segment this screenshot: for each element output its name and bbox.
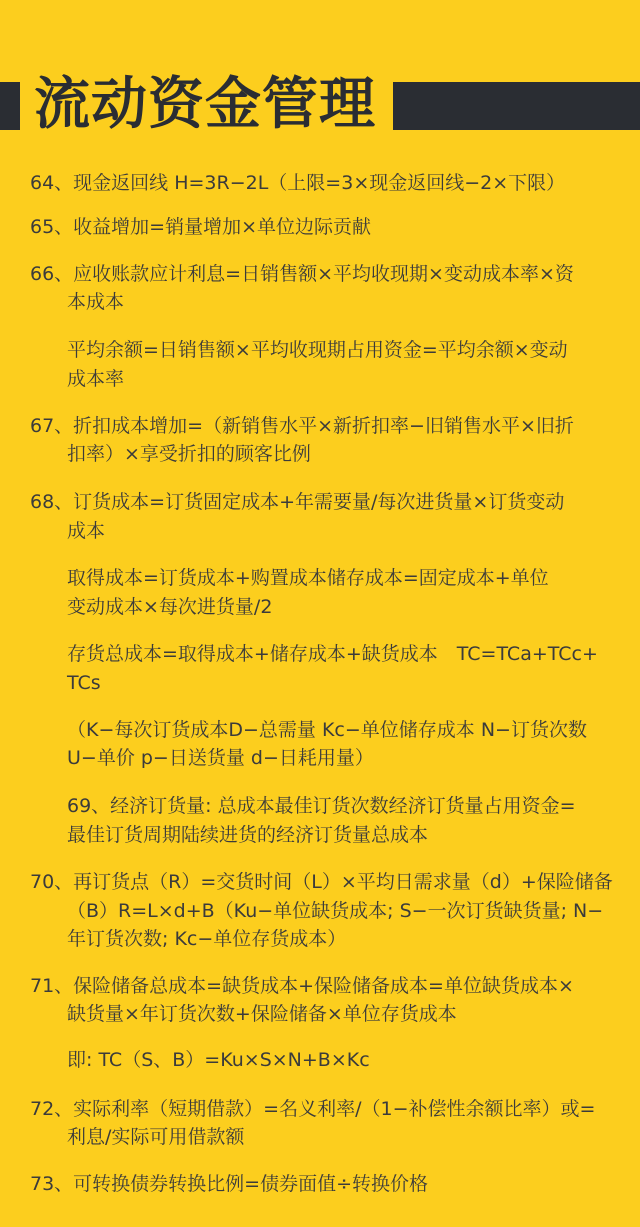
text-line: 最佳订货周期陆续进货的经济订货量总成本 bbox=[67, 824, 429, 846]
text-line: 利息/实际可用借款额 bbox=[67, 1126, 245, 1148]
text-line: 变动成本×每次进货量/2 bbox=[67, 596, 273, 618]
text-line: U−单价 p−日送货量 d−日耗用量） bbox=[67, 747, 374, 769]
text-line: 年订货次数; Kc−单位存货成本） bbox=[67, 928, 347, 950]
text-line: 67、折扣成本增加=（新销售水平×新折扣率−旧销售水平×旧折 bbox=[30, 415, 574, 437]
text-line: 68、订货成本=订货固定成本+年需要量/每次进货量×订货变动 bbox=[30, 491, 565, 513]
text-line: （K−每次订货成本D−总需量 Kc−单位储存成本 N−订货次数 bbox=[67, 719, 587, 741]
text-line: 73、可转换债券转换比例=债券面值÷转换价格 bbox=[30, 1173, 429, 1195]
text-line: 64、现金返回线 H=3R−2L（上限=3×现金返回线−2×下限） bbox=[30, 172, 566, 194]
text-line: TCs bbox=[67, 672, 101, 694]
text-line: 70、再订货点（R）=交货时间（L）×平均日需求量（d）+保险储备 bbox=[30, 871, 613, 893]
text-line: 65、收益增加=销量增加×单位边际贡献 bbox=[30, 216, 372, 238]
text-line: 即: TC（S、B）=Ku×S×N+B×Kc bbox=[67, 1049, 370, 1071]
text-line: 取得成本=订货成本+购置成本储存成本=固定成本+单位 bbox=[67, 567, 549, 589]
text-line: 72、实际利率（短期借款）=名义利率/（1−补偿性余额比率）或= bbox=[30, 1098, 596, 1120]
text-line: 69、经济订货量: 总成本最佳订货次数经济订货量占用资金= bbox=[67, 795, 576, 817]
text-line: 扣率）×享受折扣的顾客比例 bbox=[67, 443, 311, 465]
text-line: 成本率 bbox=[67, 368, 125, 390]
text-line: 本成本 bbox=[67, 291, 125, 313]
text-line: 66、应收账款应计利息=日销售额×平均收现期×变动成本率×资 bbox=[30, 263, 574, 285]
header bbox=[0, 0, 640, 160]
text-line: 71、保险储备总成本=缺货成本+保险储备成本=单位缺货成本× bbox=[30, 975, 574, 997]
text-line: 存货总成本=取得成本+储存成本+缺货成本 TC=TCa+TCc+ bbox=[67, 643, 598, 665]
header-bar-left bbox=[0, 82, 20, 130]
text-line: 成本 bbox=[67, 520, 106, 542]
text-line: 缺货量×年订货次数+保险储备×单位存货成本 bbox=[67, 1003, 457, 1025]
text-line: 平均余额=日销售额×平均收现期占用资金=平均余额×变动 bbox=[67, 339, 568, 361]
header-bar-right bbox=[393, 82, 640, 130]
page-title: 流动资金管理 bbox=[34, 71, 376, 137]
text-line: （B）R=L×d+B（Ku−单位缺货成本; S−一次订货缺货量; N− bbox=[67, 900, 604, 922]
